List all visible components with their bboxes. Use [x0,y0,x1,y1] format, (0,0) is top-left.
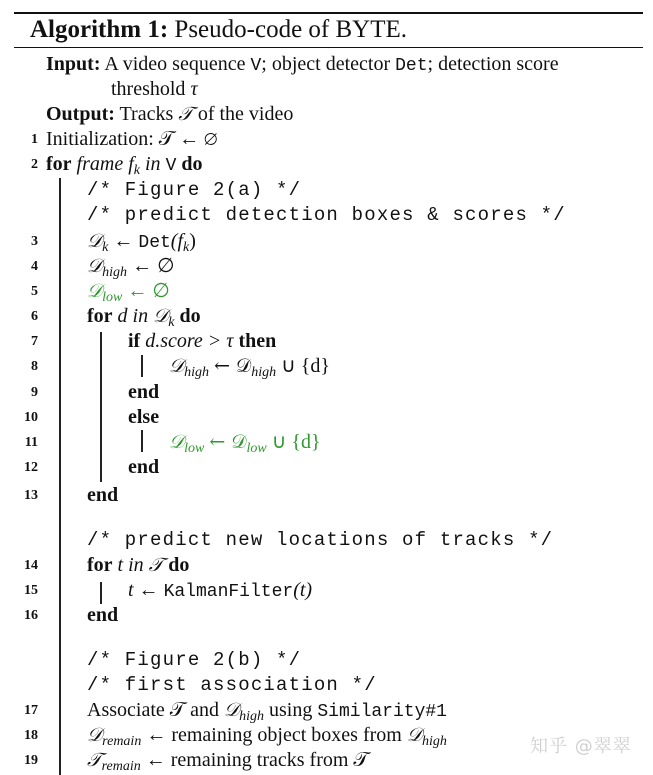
comment: /* predict detection boxes & scores */ [87,204,566,226]
keyword: else [128,406,160,428]
keyword: end [128,456,160,478]
keyword: do [179,305,201,327]
arrow: ← [113,230,134,252]
for-loop-bar [59,178,61,775]
keyword: for [46,153,72,175]
var: ← 𝒟 [209,431,247,453]
var: 𝒟 [223,699,240,721]
line-number: 9 [31,385,38,400]
line-number: 13 [24,488,38,503]
kalman-loop-bar [100,582,102,604]
subscript: remain [102,734,142,749]
var: 𝒟 [406,724,422,746]
line-number: 11 [24,435,38,450]
var: 𝒟 [153,305,169,327]
subscript: low [102,290,123,305]
line-number: 16 [24,608,38,623]
algorithm-label: Algorithm 1: [30,16,169,43]
code-text: t in [117,554,144,576]
code-text: Associate 𝒯 and [87,699,219,721]
line-number: 15 [24,583,38,598]
comment: /* first association */ [87,674,377,696]
video-var: V [250,56,262,76]
subscript: low [246,441,267,456]
arg: (t) [293,579,313,601]
line-number: 12 [24,460,38,475]
input-text: ; detection score [427,53,559,75]
line-number: 5 [31,284,38,299]
subscript: k [133,163,140,178]
line-number: 19 [24,753,38,768]
tau-var: τ [190,78,198,100]
keyword: end [87,484,119,506]
line-number: 14 [24,558,38,573]
if-bar [141,355,143,377]
line-number: 1 [31,132,38,147]
subscript: high [239,709,265,724]
comment: /* predict new locations of tracks */ [87,529,554,551]
code-text: in [145,153,161,175]
input-line [46,52,559,77]
condition: d.score > τ [145,330,234,352]
code-text: Initialization: 𝒯 ← ∅ [46,128,218,150]
arg: (f [170,230,184,252]
subscript: high [184,365,210,380]
function: Similarity#1 [317,702,447,722]
line-number: 4 [31,259,38,274]
comment: /* Figure 2(b) */ [87,649,302,671]
var: ← 𝒟 [214,355,252,377]
keyword: for [87,554,113,576]
output-line [46,102,293,127]
line-number: 10 [24,410,38,425]
var: 𝒟 [169,431,185,453]
var: 𝒟 [169,355,185,377]
code-text: ← remaining tracks from 𝒯 [145,749,369,771]
subscript: k [168,315,175,330]
keyword: do [181,153,203,175]
var: 𝒯 [148,554,164,576]
subscript: high [102,265,128,280]
keyword: then [238,330,277,352]
code-text: ← remaining object boxes from [146,724,402,746]
watermark: 知乎 @翠翠 [530,736,632,757]
input-line-cont [111,77,198,102]
code-text: frame [76,153,124,175]
subscript: low [184,441,205,456]
algorithm-name: Pseudo-code of BYTE. [174,16,408,43]
keyword: for [87,305,113,327]
code-text: ∪ {d} [271,431,321,453]
tracks-var: 𝒯 [178,103,193,125]
detector-var: Det [395,56,428,76]
line-number: 6 [31,309,38,324]
line-number: 8 [31,359,38,374]
subscript: k [102,240,109,255]
paren: ) [189,230,196,252]
var: 𝒟 [87,724,103,746]
comment: /* Figure 2(a) */ [87,179,302,201]
else-bar [141,430,143,452]
input-text: ; object detector [261,53,391,75]
var: 𝒟 [87,230,103,252]
line-number: 2 [31,157,38,172]
code-text: ← ∅ [132,255,175,277]
var: 𝒟 [87,255,103,277]
algorithm-title [30,14,407,46]
subscript: k [183,240,190,255]
inner-loop-bar [100,332,102,482]
function: KalmanFilter [163,582,294,602]
keyword: end [128,381,160,403]
keyword: do [168,554,190,576]
code-text: using [269,699,313,721]
subscript: remain [101,759,141,774]
var: f [128,153,134,175]
video-var: V [165,156,177,176]
subscript: high [422,734,447,749]
input-text: A video sequence [104,53,246,75]
keyword: if [128,330,141,352]
header-rule [14,47,643,48]
code-text: ← ∅ [127,280,170,302]
line-number: 3 [31,234,38,249]
code-text: d in [117,305,149,327]
subscript: high [251,365,277,380]
line-number: 7 [31,334,38,349]
var: 𝒟 [87,280,103,302]
function: Det [138,233,171,253]
line-number: 18 [24,728,38,743]
var: 𝒯 [87,749,102,771]
output-label: Output: [46,103,115,125]
code-text: ∪ {d} [281,355,330,377]
output-text: of the video [197,103,294,125]
line-number: 17 [24,703,38,718]
output-text: Tracks [119,103,174,125]
input-label: Input: [46,53,101,75]
keyword: end [87,604,119,626]
input-text: threshold [111,78,186,100]
code-text: t ← [128,579,159,601]
